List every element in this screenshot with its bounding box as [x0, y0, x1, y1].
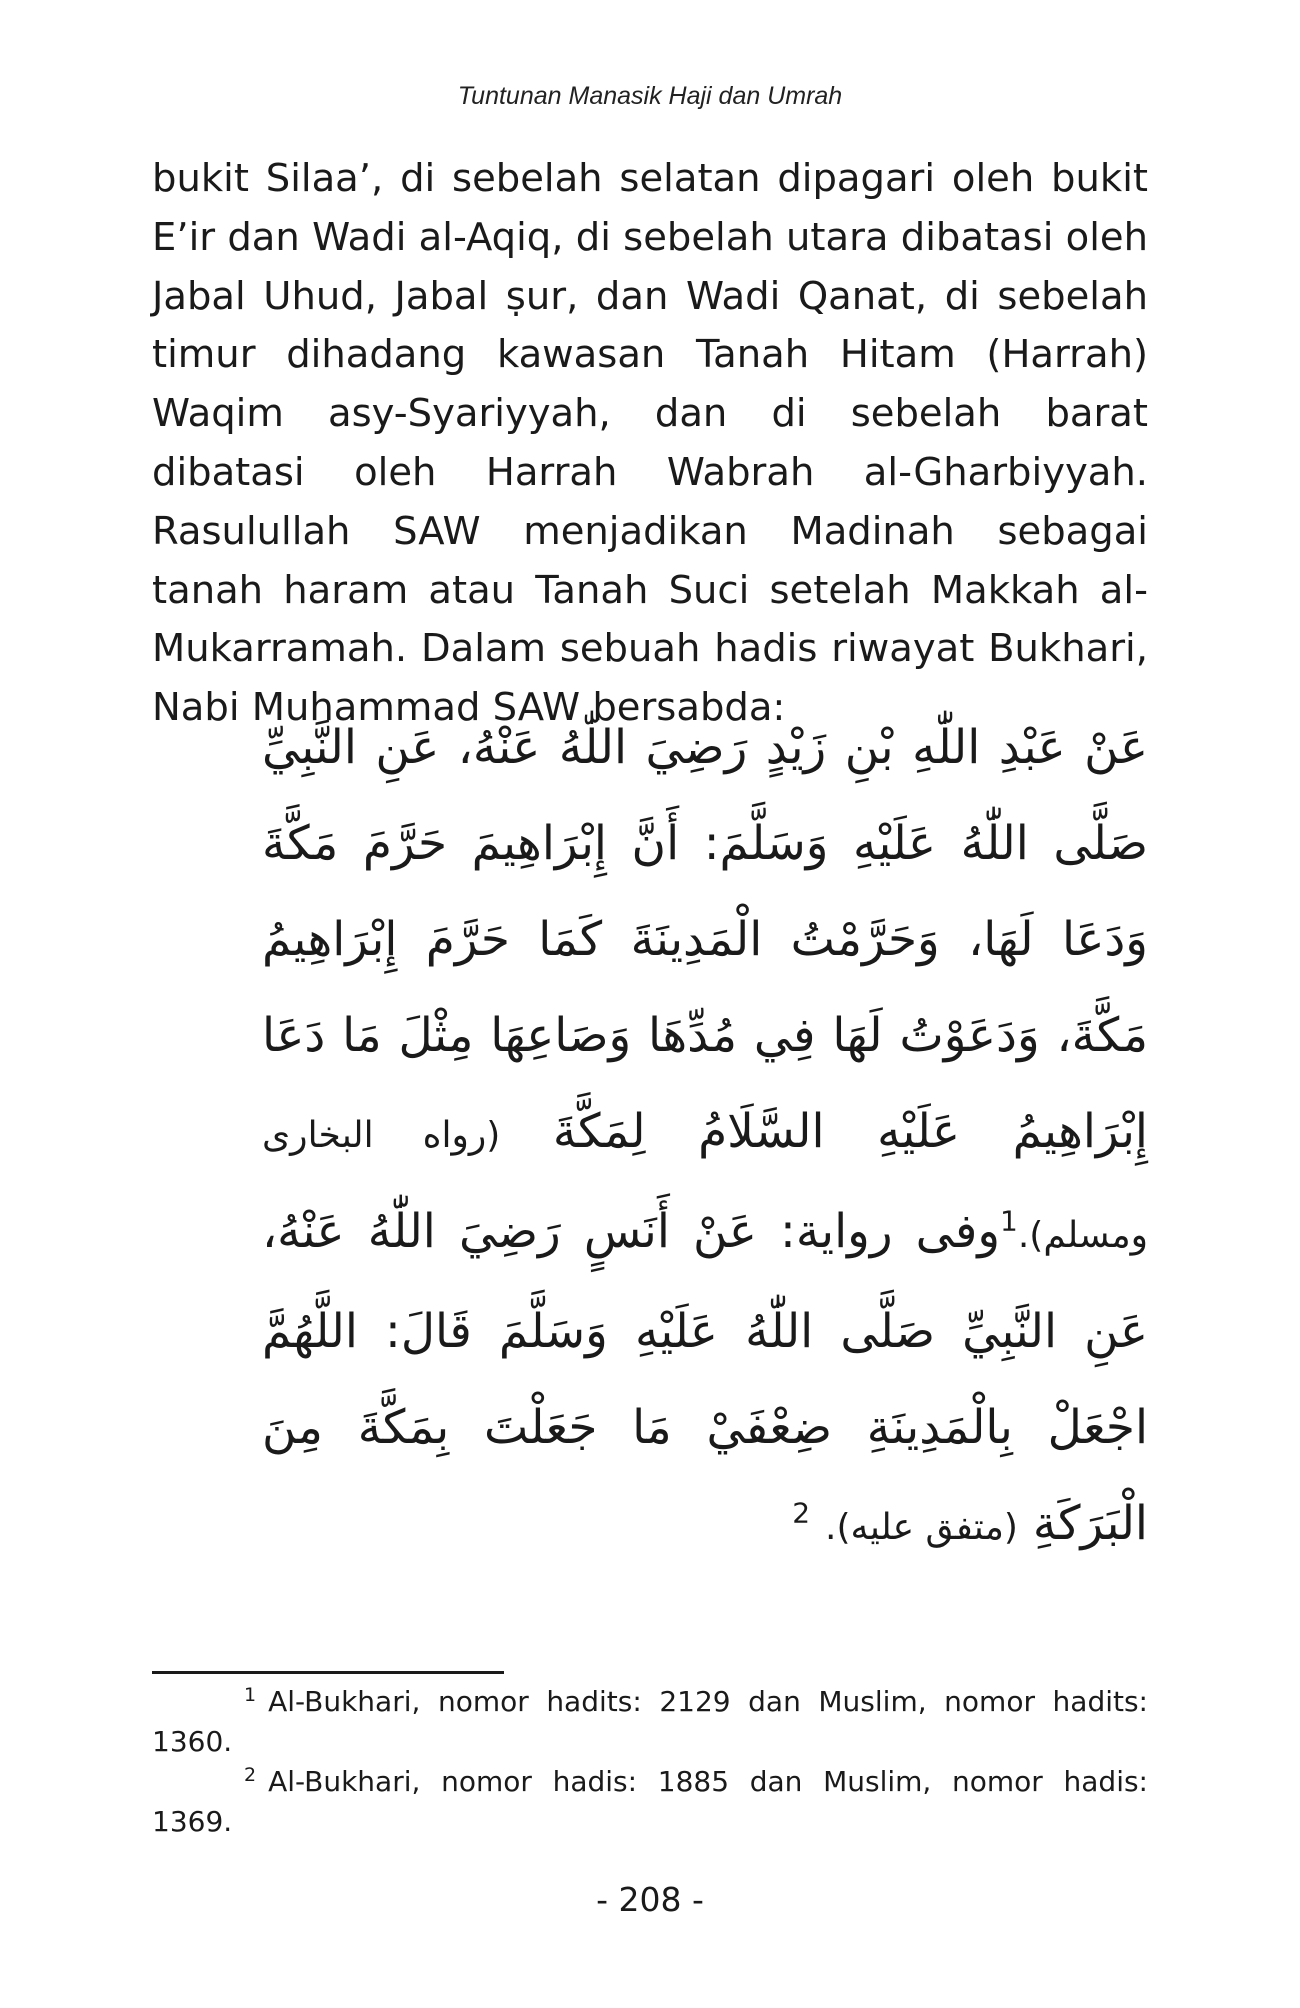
- footnote-ref-2: 2: [792, 1496, 811, 1530]
- footnote-1: [152, 1682, 1148, 1762]
- footnote-separator: [152, 1671, 504, 1674]
- running-head: Tuntunan Manasik Haji dan Umrah: [457, 82, 843, 110]
- page-number: - 208 -: [596, 1880, 704, 1919]
- footnotes: [152, 1682, 1148, 1842]
- footnote-ref-1: 1: [1000, 1204, 1018, 1238]
- footnote-mark: 2: [244, 1763, 257, 1786]
- footnote-text: Al-Bukhari, nomor hadits: 2129 dan Muslim, nomor hadits: 1360.: [152, 1685, 1148, 1758]
- footnote-2: [152, 1762, 1148, 1842]
- hadith-arabic-text: [262, 700, 1148, 1576]
- hadith-reference-2: (متفق عليه).: [825, 1507, 1018, 1548]
- hadith-text-1: عَنْ عَبْدِ اللّٰهِ بْنِ زَيْدٍ رَضِيَ اللّٰهُ عَنْهُ، عَنِ النَّبِيِّ صَلَّى اللّٰهُ عَلَيْهِ وَسَلَّمَ: أَنَّ إِبْرَاهِيمَ حَرَّمَ مَكَّةَ وَدَعَا لَهَا، وَحَرَّمْتُ الْمَدِينَةَ كَمَا حَرَّمَ إِبْرَاهِيمُ مَكَّةَ، وَدَعَوْتُ لَهَا فِي مُدِّهَا وَصَاعِهَا مِثْلَ مَا دَعَا إِبْرَاهِيمُ عَلَيْهِ السَّلَامُ لِمَكَّةَ: [262, 720, 1148, 1159]
- footnote-text: Al-Bukhari, nomor hadis: 1885 dan Muslim, nomor hadis: 1369.: [152, 1765, 1148, 1838]
- hadith-text-2: وفى رواية: عَنْ أَنَسٍ رَضِيَ اللّٰهُ عَنْهُ، عَنِ النَّبِيِّ صَلَّى اللّٰهُ عَلَيْهِ وَسَلَّمَ قَالَ: اللَّهُمَّ اجْعَلْ بِالْمَدِينَةِ ضِعْفَيْ مَا جَعَلْتَ بِمَكَّةَ مِنَ الْبَرَكَةِ: [262, 1204, 1148, 1551]
- body-paragraph: bukit Silaa’, di sebelah selatan dipagari oleh bukit E’ir dan Wadi al-Aqiq, di sebelah utara dibatasi oleh Jabal Uhud, Jabal ṣur, dan Wadi Qanat, di sebelah timur dihadang kawasan Tanah Hitam (Harrah) Waqim asy-Syariyyah, dan di sebelah barat dibatasi oleh Harrah Wabrah al-Gharbiyyah. Rasulullah SAW menjadikan Madinah sebagai tanah haram atau Tanah Suci setelah Makkah al-Mukarramah. Dalam sebuah hadis riwayat Bukhari, Nabi Muhammad SAW bersabda:: [152, 156, 1148, 731]
- hadith-reference-1: (رواه البخارى ومسلم).: [262, 1115, 1148, 1256]
- footnote-mark: 1: [244, 1683, 257, 1706]
